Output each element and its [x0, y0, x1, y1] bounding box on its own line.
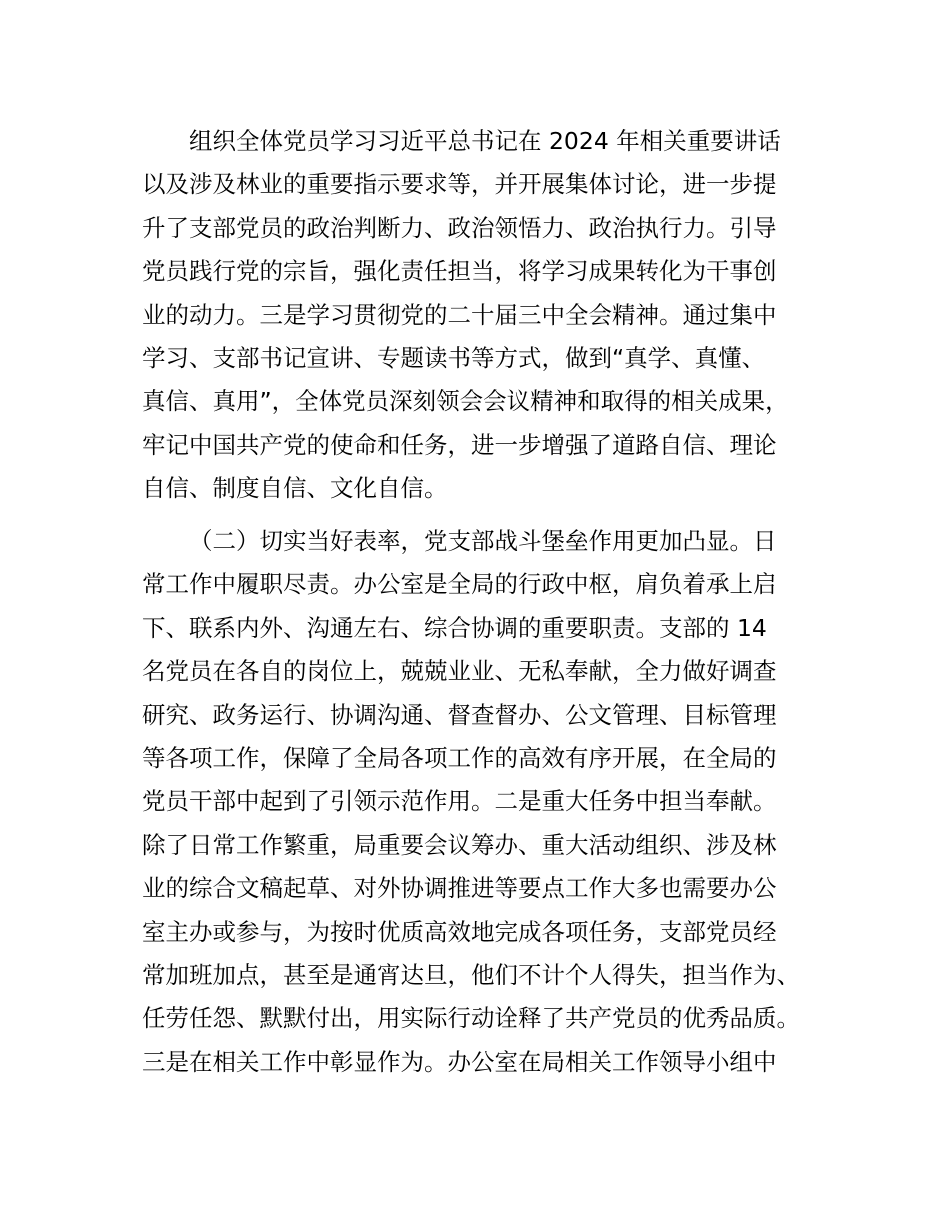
paragraph-line: 真信、真用”，全体党员深刻领会会议精神和取得的相关成果，	[142, 387, 789, 416]
paragraph-line: 业的综合文稿起草、对外协调推进等要点工作大多也需要办公	[142, 874, 777, 903]
paragraph-line: 任劳任怨、默默付出，用实际行动诠释了共产党员的优秀品质。	[142, 1004, 800, 1033]
paragraph-line: 三是在相关工作中彰显作为。办公室在局相关工作领导小组中	[142, 1047, 777, 1076]
paragraph-line: 学习、支部书记宣讲、专题读书等方式，做到“真学、真懂、	[142, 343, 766, 372]
paragraph-line: 研究、政务运行、协调沟通、督查督办、公文管理、目标管理	[142, 700, 777, 729]
paragraph-2	[142, 520, 842, 1084]
paragraph-line: 常工作中履职尽责。办公室是全局的行政中枢，肩负着承上启	[142, 570, 777, 599]
paragraph-line: 下、联系内外、沟通左右、综合协调的重要职责。支部的 14	[142, 613, 767, 642]
paragraph-line: 自信、制度自信、文化自信。	[142, 474, 448, 503]
paragraph-line: 除了日常工作繁重，局重要会议筹办、重大活动组织、涉及林	[142, 830, 777, 859]
paragraph-line: 以及涉及林业的重要指示要求等，并开展集体讨论，进一步提	[142, 170, 777, 199]
paragraph-line: 党员干部中起到了引领示范作用。二是重大任务中担当奉献。	[142, 787, 777, 816]
paragraph-line: 名党员在各自的岗位上，兢兢业业、无私奉献，全力做好调查	[142, 657, 777, 686]
paragraph-line: 业的动力。三是学习贯彻党的二十届三中全会精神。通过集中	[142, 300, 777, 329]
paragraph-line: 常加班加点，甚至是通宵达旦，他们不计个人得失，担当作为、	[142, 960, 800, 989]
paragraph-line: 等各项工作，保障了全局各项工作的高效有序开展，在全局的	[142, 743, 777, 772]
paragraph-line: （二）切实当好表率，党支部战斗堡垒作用更加凸显。日	[189, 527, 777, 555]
paragraph-line: 升了支部党员的政治判断力、政治领悟力、政治执行力。引导	[142, 213, 777, 242]
paragraph-line: 室主办或参与，为按时优质高效地完成各项任务，支部党员经	[142, 917, 777, 946]
paragraph-line: 组织全体党员学习习近平总书记在 2024 年相关重要讲话	[189, 127, 781, 155]
paragraph-1	[142, 120, 842, 511]
paragraph-line: 党员践行党的宗旨，强化责任担当，将学习成果转化为干事创	[142, 257, 777, 286]
paragraph-line: 牢记中国共产党的使命和任务，进一步增强了道路自信、理论	[142, 430, 777, 459]
